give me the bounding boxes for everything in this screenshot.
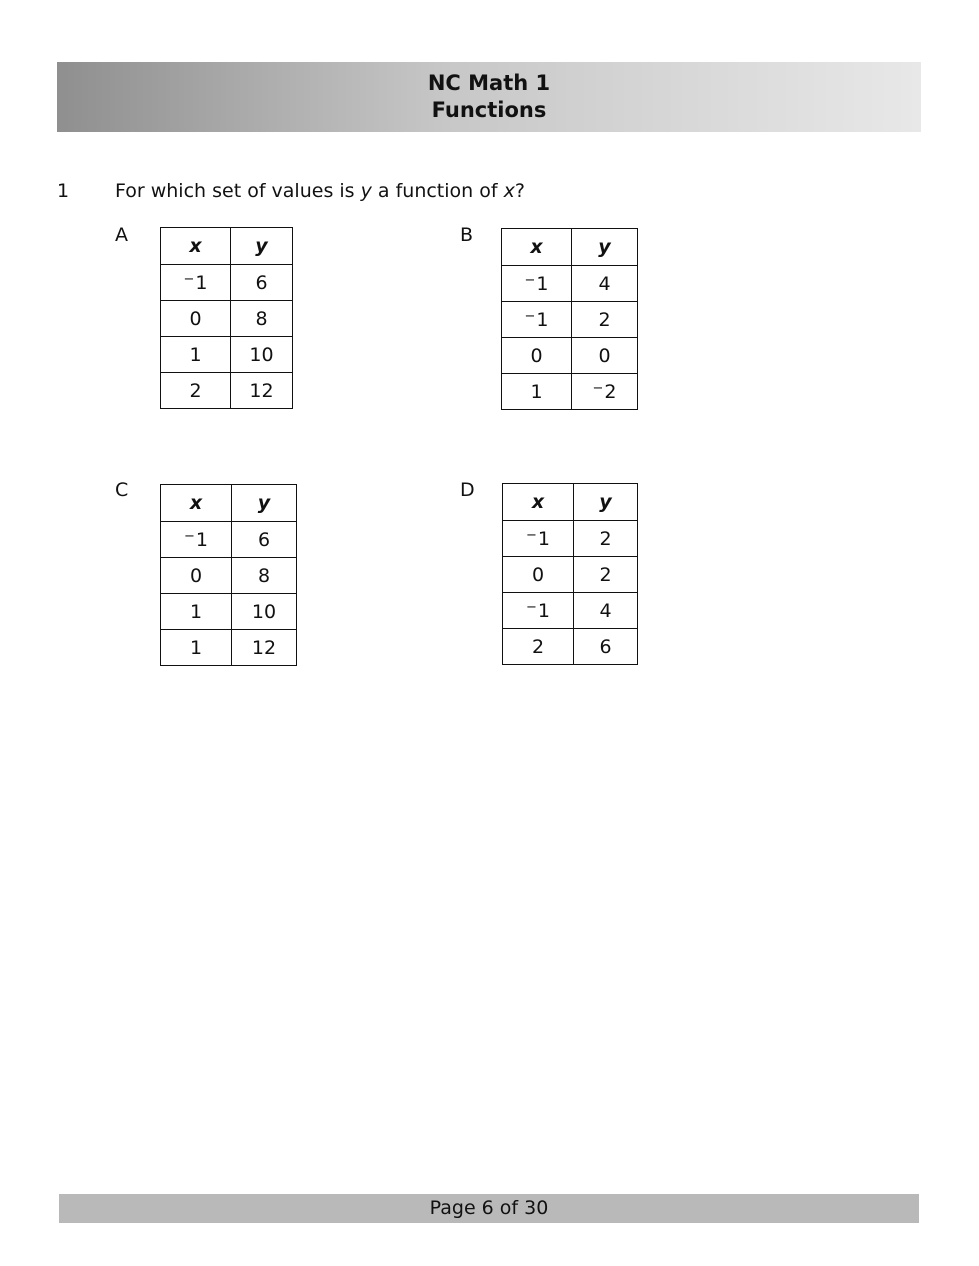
question-var-x: x: [503, 180, 515, 202]
cell-x: −1: [161, 522, 232, 558]
cell-x: 2: [503, 629, 574, 665]
page-header: [57, 62, 921, 132]
negative-sign: −: [524, 308, 536, 324]
table-row: [161, 558, 297, 594]
question-text-part: a function of: [371, 180, 504, 202]
column-header-x: x: [502, 229, 572, 266]
table-row: [161, 594, 297, 630]
question-var-y: y: [360, 180, 372, 202]
page-footer: [59, 1194, 919, 1223]
table-row: [502, 302, 638, 338]
negative-sign: −: [183, 271, 195, 287]
table-row: [161, 630, 297, 666]
table-header-row: [161, 485, 297, 522]
table-row: [161, 373, 293, 409]
cell-y: −2: [572, 374, 638, 410]
table-header-row: [161, 228, 293, 265]
table-row: [503, 557, 638, 593]
cell-x: −1: [502, 302, 572, 338]
header-course-title: NC Math 1: [427, 71, 551, 95]
table-row: [161, 337, 293, 373]
table-row: [502, 374, 638, 410]
cell-y: 0: [572, 338, 638, 374]
question-number: 1: [57, 180, 70, 202]
table-row: [503, 521, 638, 557]
cell-x: 1: [161, 337, 231, 373]
negative-sign: −: [592, 380, 604, 396]
column-header-y: y: [574, 484, 638, 521]
cell-y: 2: [572, 302, 638, 338]
cell-y: 6: [232, 522, 297, 558]
option-a-table: [160, 227, 293, 409]
cell-y: 2: [574, 557, 638, 593]
cell-y: 8: [231, 301, 293, 337]
cell-x: 0: [502, 338, 572, 374]
column-header-y: y: [232, 485, 297, 522]
cell-y: 8: [232, 558, 297, 594]
cell-y: 2: [574, 521, 638, 557]
cell-x: 1: [161, 630, 232, 666]
cell-x: 0: [503, 557, 574, 593]
option-c-table: [160, 484, 297, 666]
cell-x: −1: [161, 265, 231, 301]
column-header-y: y: [231, 228, 293, 265]
question-text: [115, 180, 525, 202]
cell-y: 6: [231, 265, 293, 301]
cell-x: 1: [161, 594, 232, 630]
table-row: [161, 301, 293, 337]
cell-y: 12: [231, 373, 293, 409]
cell-y: 12: [232, 630, 297, 666]
negative-sign: −: [526, 527, 537, 543]
header-unit-title: Functions: [431, 98, 547, 122]
cell-y: 10: [232, 594, 297, 630]
column-header-x: x: [503, 484, 574, 521]
cell-x: −1: [503, 521, 574, 557]
option-d-table: [502, 483, 638, 665]
negative-sign: −: [184, 528, 195, 544]
option-b-table: [501, 228, 638, 410]
column-header-x: x: [161, 485, 232, 522]
cell-y: 4: [574, 593, 638, 629]
table-header-row: [502, 229, 638, 266]
cell-x: 0: [161, 558, 232, 594]
option-c-label: C: [115, 479, 129, 501]
question-text-part: ?: [514, 180, 525, 202]
negative-sign: −: [524, 272, 536, 288]
table-header-row: [503, 484, 638, 521]
table-row: [161, 522, 297, 558]
column-header-x: x: [161, 228, 231, 265]
cell-x: −1: [503, 593, 574, 629]
option-d-label: D: [460, 479, 475, 501]
option-b-label: B: [460, 224, 474, 246]
cell-y: 10: [231, 337, 293, 373]
page-number: Page 6 of 30: [429, 1197, 549, 1219]
negative-sign: −: [526, 599, 537, 615]
cell-y: 6: [574, 629, 638, 665]
cell-y: 4: [572, 266, 638, 302]
table-row: [502, 266, 638, 302]
cell-x: 0: [161, 301, 231, 337]
cell-x: 1: [502, 374, 572, 410]
table-row: [502, 338, 638, 374]
option-a-label: A: [115, 224, 128, 246]
cell-x: −1: [502, 266, 572, 302]
column-header-y: y: [572, 229, 638, 266]
table-row: [503, 593, 638, 629]
cell-x: 2: [161, 373, 231, 409]
table-row: [161, 265, 293, 301]
question-text-part: For which set of values is: [115, 180, 361, 202]
table-row: [503, 629, 638, 665]
